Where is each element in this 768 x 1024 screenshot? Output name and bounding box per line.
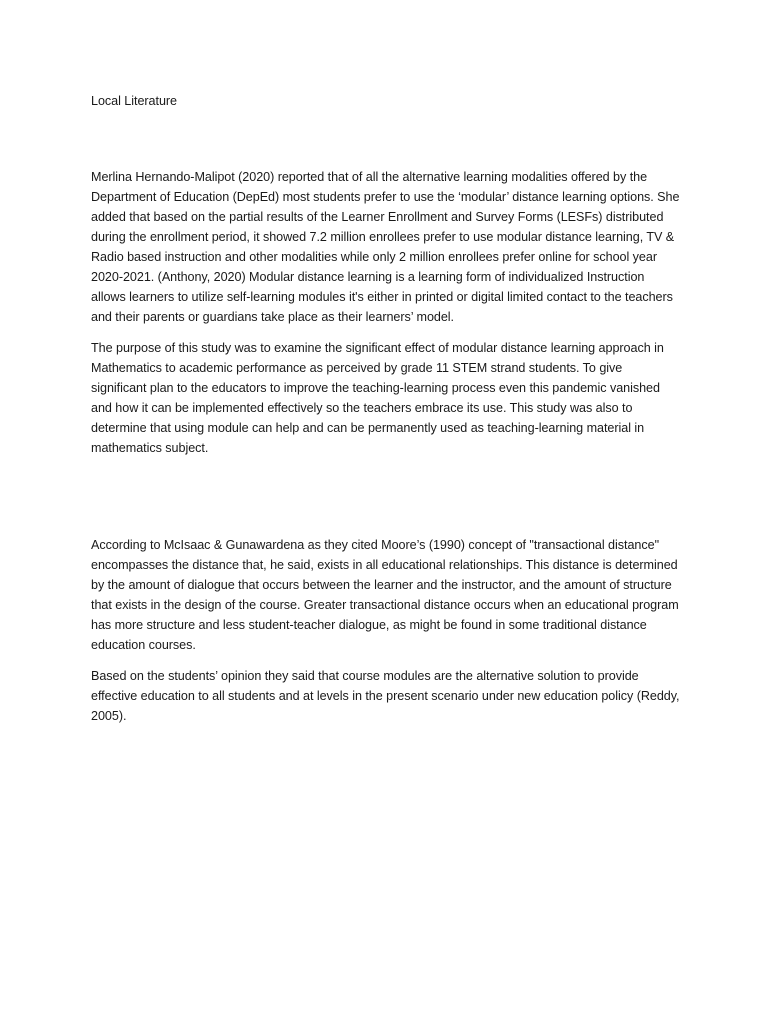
paragraph-purpose: The purpose of this study was to examine the significant effect of modular distance learning approach in Mathematics to academic performance as perceived by grade 11 STEM strand students. To give significant plan to the educators to improve the teaching-learning process even this pandemic vanished and how it can be implemented effectively so the teachers embrace its use. This study was also to determine that using module can help and can be permanently used as teaching-learning material in mathematics subject. bbox=[91, 341, 664, 455]
section-heading: Local Literature bbox=[91, 94, 178, 108]
paragraph-course-modules: Based on the students’ opinion they said that course modules are the alternative solution to provide effective education to all students and at levels in the present scenario under new education policy (Reddy, 2005). bbox=[91, 669, 680, 723]
paragraph-malipot: Merlina Hernando-Malipot (2020) reported that of all the alternative learning modalities offered by the Department of Education (DepEd) most students prefer to use the ‘modular’ distance learning options. She added that based on the partial results of the Learner Enrollment and Survey Forms (LESFs) distributed during the enrollment period, it showed 7.2 million enrollees prefer to use modular distance learning, TV & Radio based instruction and other modalities while only 2 million enrollees prefer online for school year 2020-2021. (Anthony, 2020) Modular distance learning is a learning form of individualized Instruction allows learners to utilize self-learning modules it's either in printed or digital limited contact to the teachers and their parents or guardians take place as their learners’ model. bbox=[91, 170, 680, 324]
document-body bbox=[91, 91, 681, 737]
paragraph-transactional-distance: According to McIsaac & Gunawardena as they cited Moore’s (1990) concept of "transactional distance" encompasses the distance that, he said, exists in all educational relationships. This distance is determined by the amount of dialogue that occurs between the learner and the instructor, and the amount of structure that exists in the design of the course. Greater transactional distance occurs when an educational program has more structure and less student-teacher dialogue, as might be found in some traditional distance education courses. bbox=[91, 538, 679, 652]
